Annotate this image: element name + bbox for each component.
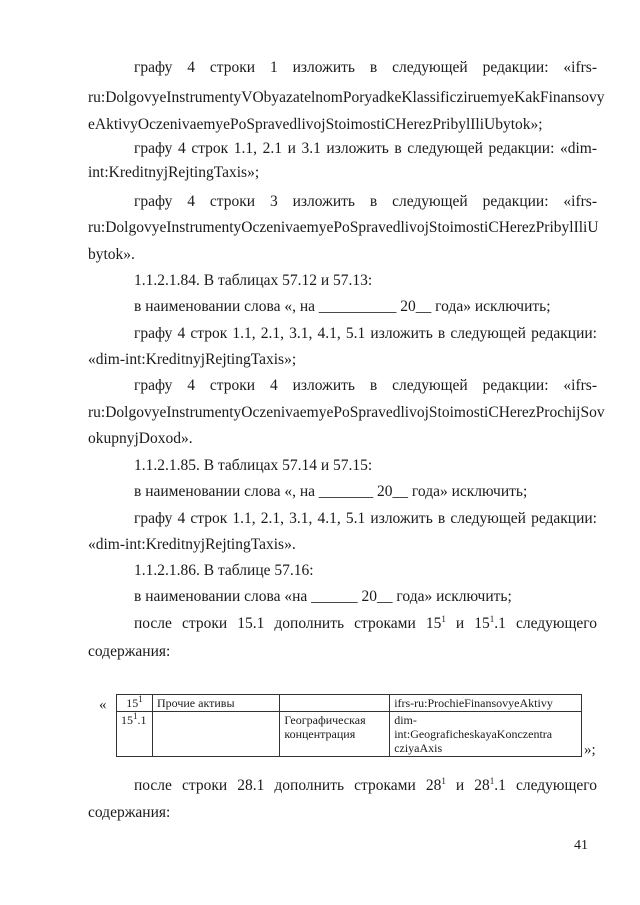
open-quote: «: [99, 697, 107, 713]
section-heading: 1.1.2.1.84. В таблицах 57.12 и 57.13:: [134, 272, 373, 289]
paragraph-line: графу 4 строк 1.1, 2.1 и 3.1 изложить в следующей редакции: «dim-: [134, 140, 597, 157]
paragraph-line-after-28-1: после строки 28.1 дополнить строками $28^1$ и $28^1.1$ следующего: [134, 775, 598, 794]
paragraph-line: содержания:: [88, 804, 171, 821]
table-cell: [280, 695, 390, 712]
paragraph-line: графу 4 строки 1 изложить в следующей редакции: «ifrs-: [134, 59, 597, 76]
paragraph-line: ru:DolgovyeInstrumentyOczenivaemyePoSpravedlivojStoimostiCHerezProchijSov: [88, 404, 605, 421]
table-row: [117, 712, 582, 757]
paragraph-line: bytok».: [88, 246, 135, 263]
inserted-rows-table: [116, 694, 582, 757]
paragraph-line: в наименовании слова «, на __________ 20__ года» исключить;: [134, 298, 551, 315]
table-cell: Прочие активы: [152, 695, 279, 712]
paragraph-line: eAktivyOczenivaemyePoSpravedlivojStoimostiCHerezPribylIliUbytok»;: [88, 116, 543, 133]
paragraph-line: ru:DolgovyeInstrumentyVObyazatelnomPoryadkeKlassificziruemyeKakFinansovy: [88, 89, 605, 106]
paragraph-line: ru:DolgovyeInstrumentyOczenivaemyePoSpravedlivojStoimostiCHerezPribylIliU: [88, 219, 599, 236]
table-cell: [152, 712, 279, 757]
paragraph-line: графу 4 строк 1.1, 2.1, 3.1, 4.1, 5.1 изложить в следующей редакции:: [134, 510, 597, 527]
table-cell: Географическая концентрация: [280, 712, 390, 757]
paragraph-line: «dim-int:KreditnyjRejtingTaxis»;: [88, 351, 297, 368]
section-heading: 1.1.2.1.85. В таблицах 57.14 и 57.15:: [134, 457, 373, 474]
paragraph-line: в наименовании слова «на ______ 20__ года» исключить;: [134, 588, 512, 605]
table-cell: $15^1.1$: [117, 712, 153, 757]
paragraph-line: в наименовании слова «, на _______ 20__ года» исключить;: [134, 483, 528, 500]
table-row: [117, 695, 582, 712]
page-number: 41: [574, 838, 588, 853]
paragraph-line: «dim-int:KreditnyjRejtingTaxis».: [88, 536, 296, 553]
table-cell: ifrs-ru:ProchieFinansovyeAktivy: [390, 695, 582, 712]
paragraph-line: графу 4 строк 1.1, 2.1, 3.1, 4.1, 5.1 изложить в следующей редакции:: [134, 325, 597, 342]
table-cell: dim- int:GeograficheskayaKonczentra cziyaAxis: [390, 712, 582, 757]
table-cell: $15^1$: [117, 695, 153, 712]
paragraph-line: int:KreditnyjRejtingTaxis»;: [88, 164, 260, 181]
paragraph-line: содержания:: [88, 643, 171, 660]
paragraph-line: графу 4 строки 4 изложить в следующей редакции: «ifrs-: [134, 377, 597, 394]
paragraph-line: okupnyjDoxod».: [88, 430, 193, 447]
close-quote: »;: [584, 742, 596, 758]
section-heading: 1.1.2.1.86. В таблице 57.16:: [134, 562, 314, 579]
paragraph-line: графу 4 строки 3 изложить в следующей редакции: «ifrs-: [134, 193, 597, 210]
paragraph-line-after-15-1: после строки 15.1 дополнить строками $15^1$ и $15^1.1$ следующего: [134, 613, 598, 632]
